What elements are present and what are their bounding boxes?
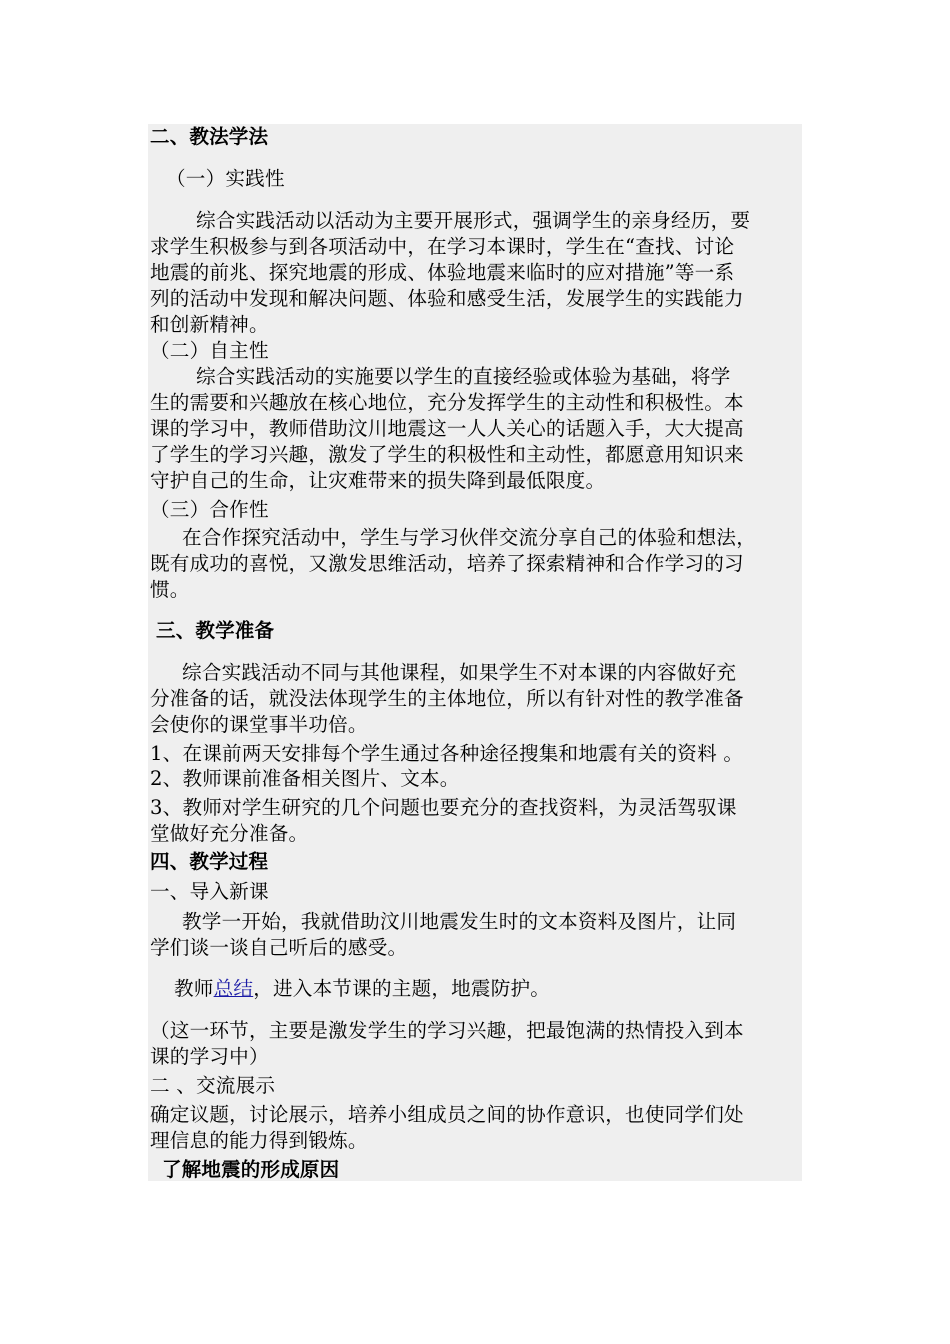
section-heading-teaching-process: 四、教学过程 bbox=[150, 850, 269, 873]
summary-line bbox=[174, 976, 550, 1002]
section-heading-teaching-preparation: 三、教学准备 bbox=[156, 619, 275, 642]
paragraph-line: 综合实践活动不同与其他课程，如果学生不对本课的内容做好充 bbox=[182, 661, 737, 684]
paragraph-line: 综合实践活动的实施要以学生的直接经验或体验为基础，将学 bbox=[196, 365, 731, 388]
subheading-autonomy: （二）自主性 bbox=[150, 339, 269, 362]
paragraph-line: 学们谈一谈自己听后的感受。 bbox=[150, 936, 408, 959]
paragraph-line: 既有成功的喜悦，又激发思维活动，培养了探索精神和合作学习的习 bbox=[150, 552, 744, 575]
paragraph-line: 在合作探究活动中，学生与学习伙伴交流分享自己的体验和想法， bbox=[182, 526, 757, 549]
paragraph-line: 求学生积极参与到各项活动中，在学习本课时，学生在“查找、讨论 bbox=[150, 235, 735, 258]
step-title-introduction: 一、导入新课 bbox=[150, 880, 269, 903]
paragraph-line: 综合实践活动以活动为主要开展形式，强调学生的亲身经历，要 bbox=[196, 209, 751, 232]
step-title-exchange-display: 二 、交流展示 bbox=[150, 1074, 276, 1097]
note-line: （这一环节，主要是激发学生的学习兴趣，把最饱满的热情投入到本 bbox=[150, 1019, 744, 1042]
summary-link[interactable]: 总结 bbox=[213, 977, 254, 1000]
list-item: 1、在课前两天安排每个学生通过各种途径搜集和地震有关的资料 。 bbox=[150, 742, 744, 765]
list-item: 堂做好充分准备。 bbox=[150, 822, 309, 845]
paragraph-line: 理信息的能力得到锻炼。 bbox=[150, 1129, 368, 1152]
paragraph-line: 了学生的学习兴趣，激发了学生的积极性和主动性，都愿意用知识来 bbox=[150, 443, 744, 466]
paragraph-line: 守护自己的生命，让灾难带来的损失降到最低限度。 bbox=[150, 469, 606, 492]
summary-prefix: 教师 bbox=[174, 977, 214, 1000]
paragraph-line: 生的需要和兴趣放在核心地位，充分发挥学生的主动性和积极性。本 bbox=[150, 391, 744, 414]
subheading-cooperation: （三）合作性 bbox=[150, 498, 269, 521]
paragraph-line: 会使你的课堂事半功倍。 bbox=[150, 713, 368, 736]
paragraph-line: 列的活动中发现和解决问题、体验和感受生活，发展学生的实践能力 bbox=[150, 287, 744, 310]
section-heading-teaching-methods: 二、教法学法 bbox=[150, 125, 269, 148]
paragraph-line: 地震的前兆、探究地震的形成、体验地震来临时的应对措施”等一系 bbox=[150, 261, 735, 284]
list-item: 3、教师对学生研究的几个问题也要充分的查找资料，为灵活驾驭课 bbox=[150, 796, 737, 819]
paragraph-line: 惯。 bbox=[150, 578, 190, 601]
paragraph-line: 教学一开始，我就借助汶川地震发生时的文本资料及图片，让同 bbox=[182, 910, 737, 933]
subheading-earthquake-causes: 了解地震的形成原因 bbox=[162, 1158, 340, 1181]
note-line: 课的学习中） bbox=[150, 1045, 269, 1068]
paragraph-line: 确定议题，讨论展示，培养小组成员之间的协作意识，也使同学们处 bbox=[150, 1103, 744, 1126]
list-item: 2、教师课前准备相关图片、文本。 bbox=[150, 767, 460, 790]
paragraph-line: 课的学习中，教师借助汶川地震这一人人关心的话题入手，大大提高 bbox=[150, 417, 744, 440]
paragraph-line: 分准备的话，就没法体现学生的主体地位，所以有针对性的教学准备 bbox=[150, 687, 744, 710]
subheading-practicality: （一）实践性 bbox=[166, 167, 285, 190]
paragraph-line: 和创新精神。 bbox=[150, 313, 269, 336]
summary-suffix: ，进入本节课的主题，地震防护。 bbox=[253, 977, 551, 1000]
